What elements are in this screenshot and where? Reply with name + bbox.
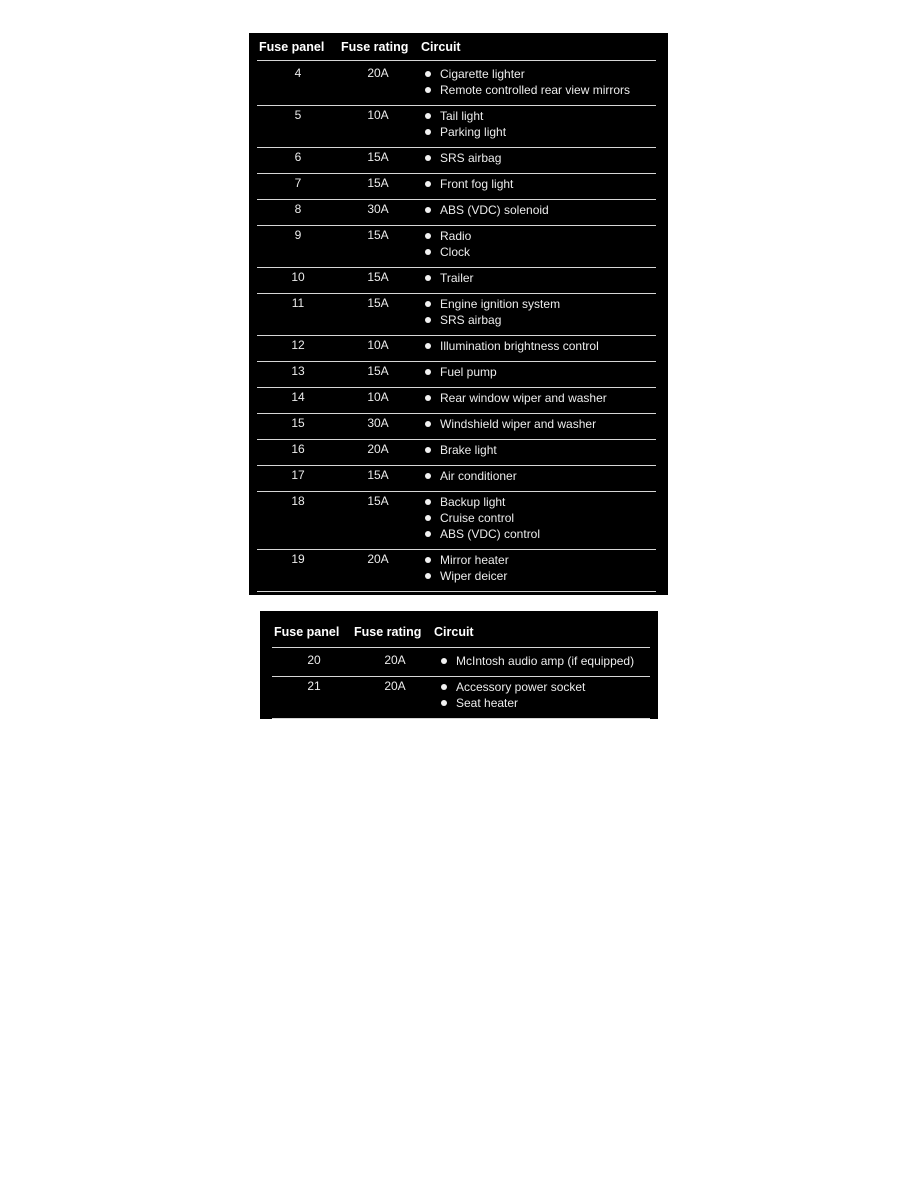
circuit-item: Wiper deicer	[425, 568, 509, 584]
circuit-item: Windshield wiper and washer	[425, 416, 596, 432]
fuse-panel-number: 10	[291, 270, 305, 284]
circuit-item: SRS airbag	[425, 312, 560, 328]
table-row	[260, 679, 658, 721]
fuse-panel-number: 11	[291, 296, 305, 310]
fuse-panel-number: 18	[291, 494, 305, 508]
row-divider	[257, 361, 656, 362]
fuse-panel-number: 19	[291, 552, 305, 566]
header-circuit: Circuit	[421, 40, 461, 54]
circuit-item: Cruise control	[425, 510, 540, 526]
fuse-rating: 20A	[367, 442, 389, 456]
row-divider	[257, 293, 656, 294]
circuit-item: Front fog light	[425, 176, 513, 192]
circuit-list	[425, 270, 474, 286]
circuit-list	[425, 552, 509, 584]
circuit-item: SRS airbag	[425, 150, 501, 166]
table-row	[249, 228, 668, 270]
header-fuse-panel: Fuse panel	[274, 625, 340, 639]
circuit-item: Cigarette lighter	[425, 66, 630, 82]
table-row	[249, 552, 668, 594]
circuit-list	[441, 653, 634, 669]
circuit-list	[425, 66, 630, 98]
fuse-rating: 10A	[367, 390, 389, 404]
circuit-list	[425, 296, 560, 328]
circuit-item: Mirror heater	[425, 552, 509, 568]
circuit-item: Clock	[425, 244, 471, 260]
row-divider	[257, 439, 656, 440]
fuse-panel-number: 13	[291, 364, 305, 378]
row-divider	[257, 591, 656, 592]
row-divider	[257, 335, 656, 336]
fuse-rating: 15A	[367, 468, 389, 482]
fuse-rating: 20A	[384, 653, 406, 667]
circuit-list	[425, 108, 506, 140]
row-divider	[257, 105, 656, 106]
table-row	[249, 108, 668, 150]
circuit-list	[441, 679, 585, 711]
header-fuse-rating: Fuse rating	[354, 625, 422, 639]
fuse-panel-number: 21	[307, 679, 321, 693]
fuse-panel-number: 15	[291, 416, 305, 430]
header-fuse-rating: Fuse rating	[341, 40, 409, 54]
circuit-item: Parking light	[425, 124, 506, 140]
fuse-panel-number: 20	[307, 653, 321, 667]
fuse-rating: 10A	[367, 108, 389, 122]
row-divider	[257, 549, 656, 550]
fuse-panel-number: 7	[294, 176, 302, 190]
fuse-rating: 15A	[367, 364, 389, 378]
row-divider	[257, 173, 656, 174]
fuse-table-panel-2	[260, 611, 658, 719]
row-divider	[257, 267, 656, 268]
circuit-item: Remote controlled rear view mirrors	[425, 82, 630, 98]
fuse-rating: 10A	[367, 338, 389, 352]
circuit-item: ABS (VDC) solenoid	[425, 202, 549, 218]
circuit-item: Radio	[425, 228, 471, 244]
fuse-panel-number: 6	[294, 150, 302, 164]
fuse-rating: 30A	[367, 416, 389, 430]
fuse-rating: 20A	[367, 66, 389, 80]
fuse-rating: 20A	[367, 552, 389, 566]
circuit-item: Air conditioner	[425, 468, 517, 484]
circuit-list	[425, 494, 540, 542]
fuse-rating: 15A	[367, 228, 389, 242]
fuse-rating: 15A	[367, 296, 389, 310]
table-row	[249, 66, 668, 108]
circuit-list	[425, 176, 513, 192]
row-divider	[257, 491, 656, 492]
circuit-list	[425, 468, 517, 484]
circuit-item: ABS (VDC) control	[425, 526, 540, 542]
circuit-item: Tail light	[425, 108, 506, 124]
table-header	[274, 623, 474, 641]
header-fuse-panel: Fuse panel	[259, 40, 325, 54]
circuit-list	[425, 364, 497, 380]
circuit-list	[425, 416, 596, 432]
circuit-list	[425, 442, 497, 458]
row-divider	[272, 676, 650, 677]
row-divider	[257, 60, 656, 61]
fuse-rating: 15A	[367, 176, 389, 190]
fuse-panel-number: 9	[294, 228, 302, 242]
circuit-item: Fuel pump	[425, 364, 497, 380]
circuit-list	[425, 202, 549, 218]
fuse-rating: 15A	[367, 494, 389, 508]
circuit-list	[425, 228, 471, 260]
circuit-item: Trailer	[425, 270, 474, 286]
circuit-item: Backup light	[425, 494, 540, 510]
circuit-item: Rear window wiper and washer	[425, 390, 607, 406]
table-header	[259, 37, 461, 57]
fuse-panel-number: 8	[294, 202, 302, 216]
circuit-item: Brake light	[425, 442, 497, 458]
row-divider	[257, 387, 656, 388]
row-divider	[257, 147, 656, 148]
table-row	[249, 494, 668, 552]
circuit-item: McIntosh audio amp (if equipped)	[441, 653, 634, 669]
circuit-item: Seat heater	[441, 695, 585, 711]
table-row	[249, 296, 668, 338]
fuse-rating: 30A	[367, 202, 389, 216]
fuse-rating: 15A	[367, 150, 389, 164]
fuse-panel-number: 5	[294, 108, 302, 122]
fuse-panel-number: 12	[291, 338, 305, 352]
circuit-item: Illumination brightness control	[425, 338, 599, 354]
fuse-rating: 15A	[367, 270, 389, 284]
fuse-panel-number: 17	[291, 468, 305, 482]
circuit-item: Accessory power socket	[441, 679, 585, 695]
row-divider	[257, 413, 656, 414]
row-divider	[257, 225, 656, 226]
fuse-table-panel-1	[249, 33, 668, 595]
fuse-panel-number: 4	[294, 66, 302, 80]
row-divider	[257, 465, 656, 466]
fuse-panel-number: 14	[291, 390, 305, 404]
row-divider	[272, 647, 650, 648]
circuit-list	[425, 390, 607, 406]
header-circuit: Circuit	[434, 625, 474, 639]
row-divider	[272, 718, 650, 719]
row-divider	[257, 199, 656, 200]
circuit-list	[425, 338, 599, 354]
circuit-list	[425, 150, 501, 166]
fuse-rating: 20A	[384, 679, 406, 693]
circuit-item: Engine ignition system	[425, 296, 560, 312]
fuse-panel-number: 16	[291, 442, 305, 456]
